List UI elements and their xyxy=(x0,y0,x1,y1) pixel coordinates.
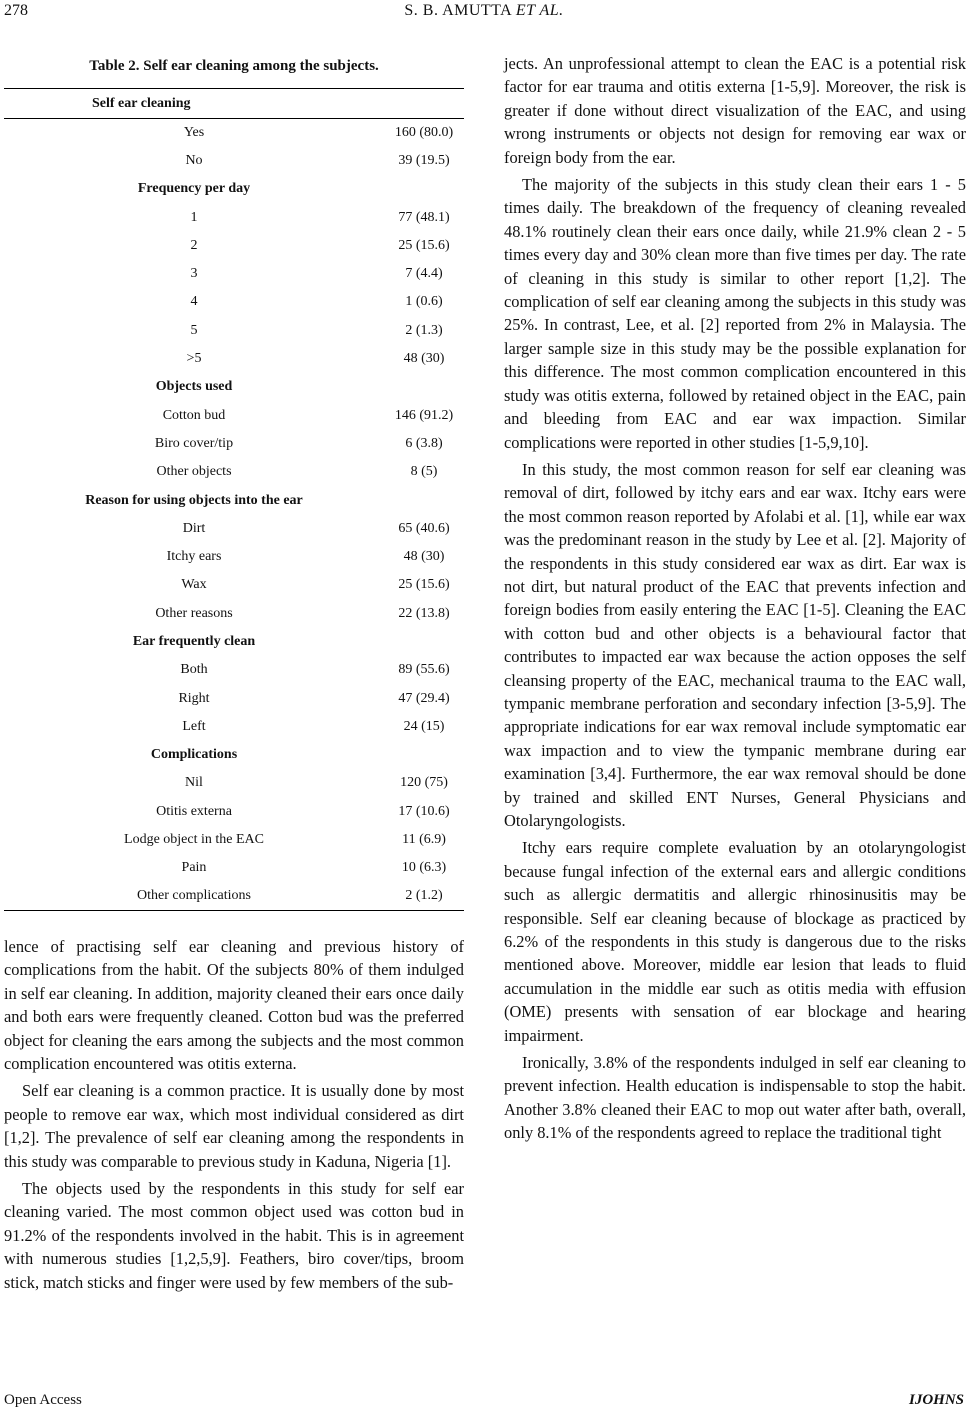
table-row xyxy=(4,119,464,147)
table-row xyxy=(4,317,464,345)
table-cell-label: Pain xyxy=(181,860,207,876)
table-section-label: Frequency per day xyxy=(137,181,251,197)
table-row xyxy=(4,854,464,882)
table-section-row xyxy=(4,175,464,203)
table-cell-value: 2 (1.3) xyxy=(405,322,443,338)
table-row xyxy=(4,345,464,373)
table-cell-value xyxy=(384,741,464,769)
running-head-etal: ET AL. xyxy=(515,2,564,19)
page-header xyxy=(0,2,968,26)
table-row xyxy=(4,684,464,712)
table-cell-label: Otitis externa xyxy=(156,803,232,819)
table-cell-value: 39 (19.5) xyxy=(398,152,450,168)
table-header-row xyxy=(4,89,464,119)
table-header-label: Self ear cleaning xyxy=(4,89,384,119)
table-section-row xyxy=(4,486,464,514)
running-head xyxy=(0,2,968,20)
body-paragraph: Itchy ears require complete evaluation by an otolaryngologist because fungal infection of the external ears and allergic conditions such as allergic dermatitis and allergic rhinosinusitis may be responsible. Self ear cleaning because of blockage as practiced by 6.2% of the respondents in this study is dangerous due to the risks mentioned above. Moreover, middle ear lesion that leads to fluid accumulation in the middle ear such as otitis media with effusion (OME) presents with sensation of ear blockage and hearing impairment. xyxy=(504,838,966,1045)
table-cell-value: 25 (15.6) xyxy=(398,577,450,593)
table-cell-value: 6 (3.8) xyxy=(405,435,443,451)
table-cell-value: 8 (5) xyxy=(410,464,438,480)
table-cell-label: 5 xyxy=(190,322,198,338)
table-section-row xyxy=(4,373,464,401)
table-row xyxy=(4,543,464,571)
left-body-text xyxy=(4,935,464,1294)
table-row xyxy=(4,147,464,175)
table-cell-label: Other reasons xyxy=(155,605,233,621)
table-row xyxy=(4,458,464,486)
table-cell-label: Other objects xyxy=(156,464,232,480)
table-cell-label: Lodge object in the EAC xyxy=(124,832,264,848)
page-footer xyxy=(0,1392,968,1412)
table-cell-value: 48 (30) xyxy=(403,549,445,565)
table-cell-value: 77 (48.1) xyxy=(398,209,450,225)
table-row xyxy=(4,600,464,628)
table-cell-value xyxy=(384,373,464,401)
table-caption: Table 2. Self ear cleaning among the subjects. xyxy=(89,58,379,74)
right-body-text xyxy=(504,52,966,1145)
body-paragraph: In this study, the most common reason for self ear cleaning was removal of dirt, followed by itchy ears and ear wax. Itchy ears were the most common reason reported by Afolabi et al. [1], while ear wax was the predominant reason in the study by Lee et al. [2]. Majority of the respondents in this study considered ear wax as dirt. Ear wax is not dirt, but natural product of the EAC that prevents infection and foreign bodies from easily entering the EAC [1-5]. Cleaning the EAC with cotton bud and other objects is a behavioural factor that contributes to impacted ear wax because the action opposes the self cleansing property of the EAC, mechanical trauma to the EAC wall, tympanic membrane perforation and secondary infection [3-5,9]. The appropriate indications for ear wax removal include symptomatic ear wax impaction and to view the tympanic membrane during ear examination [3,4]. Furthermore, the ear wax removal should be done by trained and skilled ENT Nurses, General Physicians and Otolaryngologists. xyxy=(504,459,966,830)
table-cell-value xyxy=(384,486,464,514)
table-cell-value: 22 (13.8) xyxy=(398,605,450,621)
table-row xyxy=(4,232,464,260)
page-number: 278 xyxy=(4,2,28,19)
table-row xyxy=(4,401,464,429)
body-paragraph: jects. An unprofessional attempt to clean the EAC is a potential risk factor for ear trauma and otitis externa [1-5,9]. Moreover, the risk is greater if done without direct visualization of the EAC, and using wrong instruments or objects not design for removing ear wax or foreign body from the ear. xyxy=(504,54,966,167)
table-cell-value: 24 (15) xyxy=(403,718,445,734)
table-section-row xyxy=(4,628,464,656)
table-cell-value: 17 (10.6) xyxy=(398,803,450,819)
table-cell-value: 25 (15.6) xyxy=(398,237,450,253)
table-cell-value: 146 (91.2) xyxy=(394,407,454,423)
table-cell-label: Wax xyxy=(181,577,207,593)
table-cell-value: 11 (6.9) xyxy=(402,832,446,848)
table-cell-value: 1 (0.6) xyxy=(405,294,443,310)
body-paragraph: The objects used by the respondents in this study for self ear cleaning varied. The most common object used was cotton bud in 91.2% of the respondents involved in the habit. This is in agreement with numerous studies [1,2,5,9]. Feathers, biro cover/tips, broom stick, match sticks and finger were used by few members of the sub- xyxy=(4,1179,464,1292)
table-cell-label: 1 xyxy=(190,209,198,225)
table-cell-label: No xyxy=(185,152,203,168)
table-cell-label: Both xyxy=(180,662,208,678)
table-section-row xyxy=(4,741,464,769)
table-row xyxy=(4,430,464,458)
table-cell-value: 120 (75) xyxy=(400,775,448,791)
table-cell-label: 3 xyxy=(190,266,198,282)
table-row xyxy=(4,713,464,741)
self-ear-cleaning-table xyxy=(4,88,464,911)
table-cell-label: Other complications xyxy=(4,883,384,911)
table-row xyxy=(4,571,464,599)
table-row xyxy=(4,203,464,231)
table-row xyxy=(4,656,464,684)
table-row xyxy=(4,826,464,854)
table-cell-label: Yes xyxy=(183,124,205,140)
footer-journal: IJOHNS xyxy=(908,1392,964,1408)
table-section-label: Reason for using objects into the ear xyxy=(85,492,303,508)
table-cell-value: 10 (6.3) xyxy=(401,860,447,876)
footer-open-access: Open Access xyxy=(4,1392,82,1408)
table-cell-value: 7 (4.4) xyxy=(405,266,443,282)
table-section-label: Objects used xyxy=(155,379,233,395)
running-head-authors: S. B. AMUTTA xyxy=(404,2,512,19)
table-section-label: Ear frequently clean xyxy=(132,633,256,649)
body-paragraph: lence of practising self ear cleaning and previous history of complications from the habit. Of the subjects 80% of them indulged in self ear cleaning. In addition, majority cleaned their ears once daily and both ears were frequently cleaned. Cotton bud was the preferred object for cleaning the ears among the subjects and the most common complication encountered was otitis externa. xyxy=(4,937,464,1074)
table-cell-label: Right xyxy=(178,690,210,706)
table-section-label: Complications xyxy=(150,747,238,763)
table-cell-label: Itchy ears xyxy=(166,549,222,565)
table-cell-label: Left xyxy=(182,718,206,734)
table-cell-label: 2 xyxy=(190,237,198,253)
table-cell-value xyxy=(384,628,464,656)
table-cell-value: 2 (1.2) xyxy=(384,883,464,911)
table-row xyxy=(4,883,464,911)
left-column xyxy=(4,52,464,911)
table-cell-value: 65 (40.6) xyxy=(398,520,450,536)
table-cell-value xyxy=(384,175,464,203)
body-paragraph: Ironically, 3.8% of the respondents indulged in self ear cleaning to prevent infection. Health education is indispensable to stop the habit. Another 3.8% cleaned their EAC to mop out water after bath, overall, only 8.1% of the respondents agreed to replace the traditional tight xyxy=(504,1053,966,1143)
body-paragraph: The majority of the subjects in this study clean their ears 1 - 5 times daily. The breakdown of the frequency of cleaning revealed 48.1% routinely clean their ears once daily, while 21.9% clean 2 - 5 times every day and 30% clean more than five times per day. The rate of cleaning in this study is similar to other report [1,2]. The complication of self ear cleaning among the subjects in this study was 25%. In contrast, Lee, et al. [2] reported from 2% in Malaysia. The larger sample size in this study may be the possible explanation for this difference. The most common complication encountered in this study was otitis externa, followed by retained object in the EAC, pain and bleeding from EAC and ear wax impaction. Similar complications were reported in other studies [1-5,9,10]. xyxy=(504,175,966,452)
table-cell-label: Biro cover/tip xyxy=(154,435,234,451)
table-cell-value: 47 (29.4) xyxy=(398,690,450,706)
table-cell-value: 160 (80.0) xyxy=(394,124,454,140)
table-row xyxy=(4,288,464,316)
table-row xyxy=(4,798,464,826)
table-cell-label: Cotton bud xyxy=(162,407,226,423)
table-row xyxy=(4,260,464,288)
table-cell-value: 89 (55.6) xyxy=(398,662,450,678)
table-cell-value: 48 (30) xyxy=(403,351,445,367)
table-cell-label: >5 xyxy=(186,351,202,367)
table-row xyxy=(4,515,464,543)
body-paragraph: Self ear cleaning is a common practice. It is usually done by most people to remove ear wax, which most individual considered as dirt [1,2]. The prevalence of self ear cleaning among the respondents in this study was comparable to previous study in Kaduna, Nigeria [1]. xyxy=(4,1081,464,1171)
table-cell-label: Dirt xyxy=(182,520,206,536)
table-cell-label: 4 xyxy=(190,294,198,310)
table-cell-label: Nil xyxy=(185,775,203,791)
table-row xyxy=(4,769,464,797)
